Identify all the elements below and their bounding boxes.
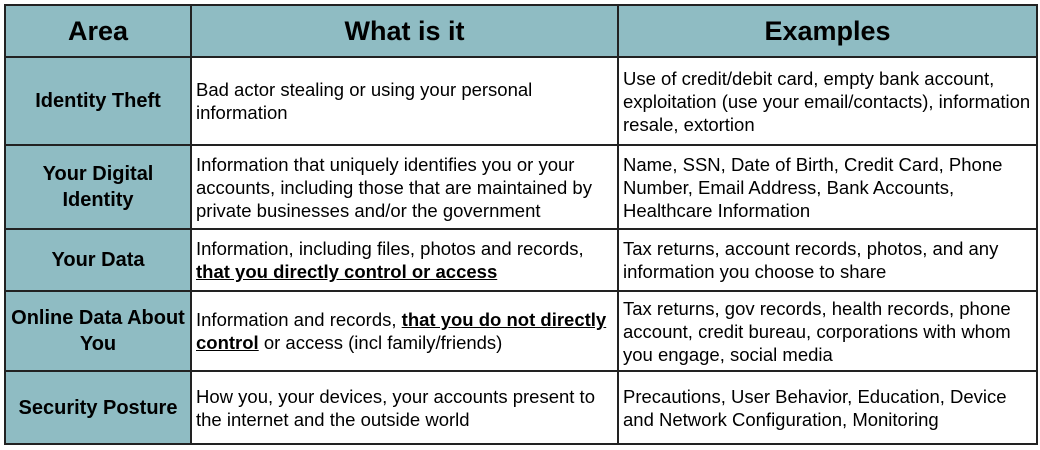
table-row [5, 145, 1037, 229]
description-text: Information and records, [196, 309, 402, 330]
emphasized-text: that you directly control or access [196, 261, 498, 282]
row-area-label: Your Data [5, 229, 191, 291]
header-examples: Examples [618, 5, 1037, 57]
row-examples: Name, SSN, Date of Birth, Credit Card, Phone Number, Email Address, Bank Accounts, Healthcare Information [618, 145, 1037, 229]
row-examples: Tax returns, account records, photos, and any information you choose to share [618, 229, 1037, 291]
row-area-label: Identity Theft [5, 57, 191, 145]
row-description [191, 57, 618, 145]
security-concepts-table [4, 4, 1038, 445]
row-description [191, 229, 618, 291]
table-row [5, 229, 1037, 291]
row-examples: Use of credit/debit card, empty bank account, exploitation (use your email/contacts), information resale, extortion [618, 57, 1037, 145]
row-description [191, 371, 618, 444]
table-row [5, 291, 1037, 371]
row-area-label: Online Data About You [5, 291, 191, 371]
description-text: How you, your devices, your accounts present to the internet and the outside world [196, 385, 595, 430]
table-row [5, 57, 1037, 145]
description-text: Bad actor stealing or using your personal information [196, 79, 533, 123]
description-text: Information, including files, photos and records, [196, 238, 584, 259]
header-what-is-it: What is it [191, 5, 618, 57]
row-description [191, 145, 618, 229]
description-text: Information that uniquely identifies you or your accounts, including those that are maintained by private businesses and/or the government [196, 153, 592, 221]
header-row [5, 5, 1037, 57]
header-area: Area [5, 5, 191, 57]
row-area-label: Your Digital Identity [5, 145, 191, 229]
row-examples: Tax returns, gov records, health records, phone account, credit bureau, corporations with whom you engage, social media [618, 291, 1037, 371]
description-text-tail: or access (incl family/friends) [258, 332, 503, 353]
table-row [5, 371, 1037, 444]
row-description [191, 291, 618, 371]
emphasized-text: that you do not directly control [196, 309, 607, 353]
row-examples: Precautions, User Behavior, Education, Device and Network Configuration, Monitoring [618, 371, 1037, 444]
row-area-label: Security Posture [5, 371, 191, 444]
